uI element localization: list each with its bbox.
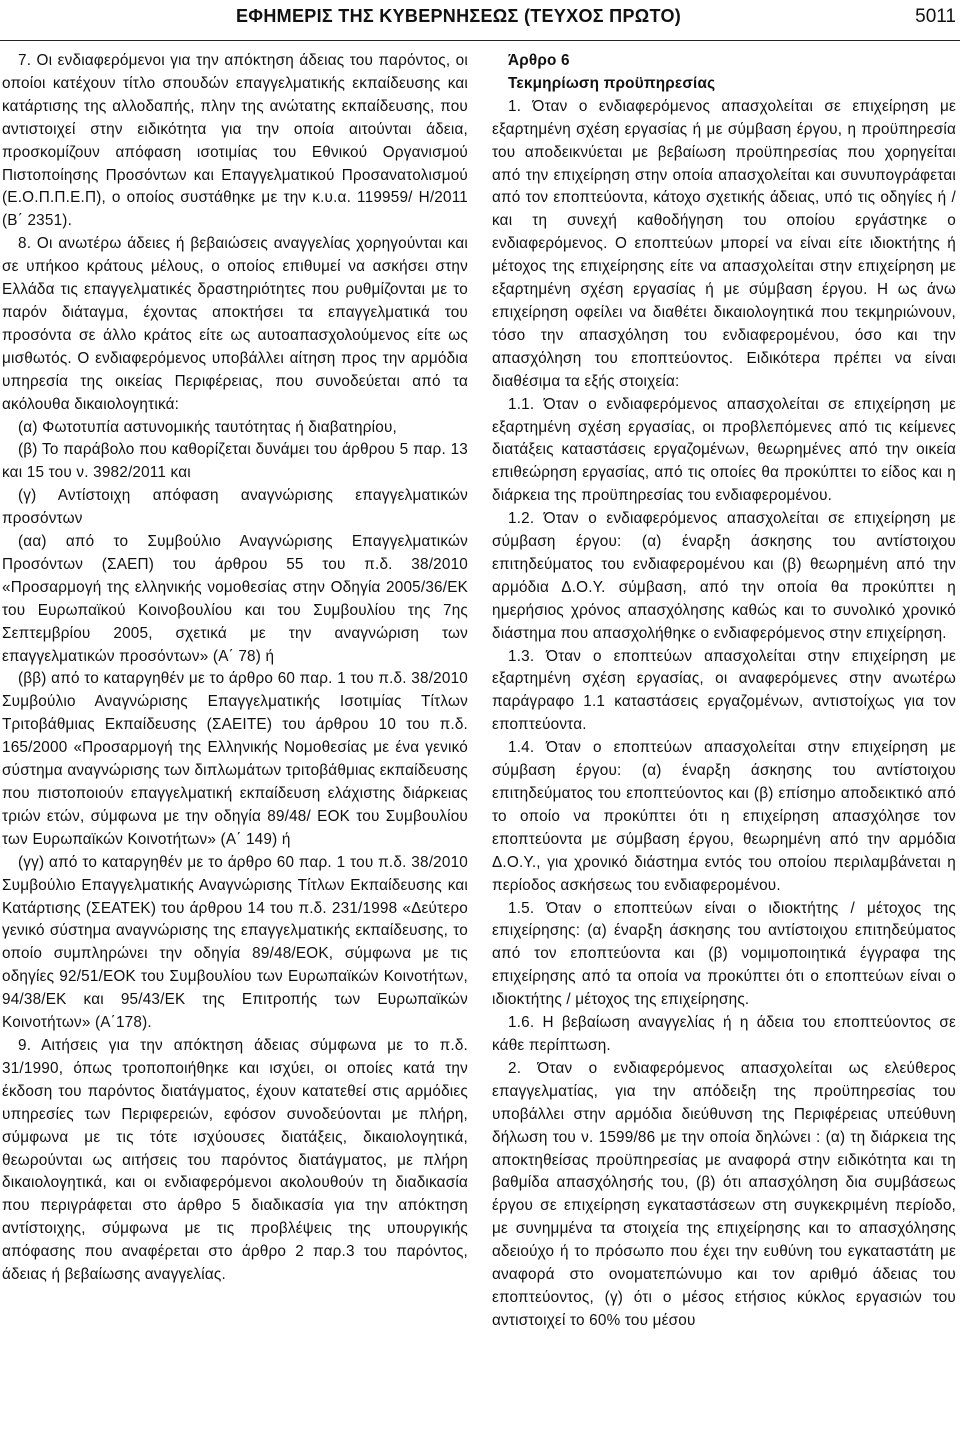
left-column	[2, 50, 468, 1287]
paragraph-1-4: 1.4. Όταν ο εποπτεύων απασχολείται στην επιχείρηση με σύμβαση έργου: (α) έναρξη άσκησης του αντίστοιχου επιτηδεύματος του εποπτεύοντος και (β) επίσημο αποδεικτικό από το οποίο να προκύπτει ότι η επιχείρηση απασχόλησε τον εποπτεύοντα με σύμβαση έργου, θεωρημένη από την αρμόδια Δ.Ο.Υ., για χρονικό διάστημα εντός του οποίου περιλαμβάνεται η περίοδος ασκήσεως του ενδιαφερομένου.	[492, 739, 956, 894]
item-aa: (αα) από το Συμβούλιο Αναγνώρισης Επαγγελματικών Προσόντων (ΣΑΕΠ) του άρθρου 55 του π.δ. 38/2010 «Προσαρμογή της ελληνικής νομοθεσίας στην Οδηγία 2005/36/ΕΚ του Ευρωπαϊκού Κοινοβουλίου και του Συμβουλίου της 7ης Σεπτεμβρίου 2005, σχετικά με την αναγνώριση των επαγγελματικών προσόντων» (Α΄ 78) ή	[2, 533, 468, 665]
paragraph-9: 9. Αιτήσεις για την απόκτηση άδειας σύμφωνα με το π.δ. 31/1990, όπως τροποποιήθηκε και ισχύει, οι οποίες κατά την έκδοση του παρόντος διατάγματος, έχουν κατατεθεί στις αρμόδιες υπηρεσίες των Περιφερειών, εφόσον συνοδεύονται με πλήρη, σύμφωνα με τις τότε ισχύουσες διατάξεις, δικαιολογητικά, θεωρούνται ως αιτήσεις του παρόντος διατάγματος, με πλήρη δικαιολογητικά, και οι ενδιαφερόμενοι ακολουθούν τη διαδικασία που περιγράφεται στο άρθρο 5 διαδικασία για την απόκτηση αντίστοιχης, σύμφωνα με τις προβλέψεις της υπουργικής απόφασης που αναφέρεται στο άρθρο 2 παρ.3 του παρόντος, άδειας ή βεβαίωσης αναγγελίας.	[2, 1036, 468, 1284]
article-title: Άρθρο 6	[508, 52, 570, 69]
paragraph-1-5: 1.5. Όταν ο εποπτεύων είναι ο ιδιοκτήτης / μέτοχος της επιχείρησης: (α) έναρξη άσκησης του αντίστοιχου επιτηδεύματος από τον εποπτεύοντα και (β) νομιμοποιητικά έγγραφα της επιχείρησης από τα οποία να προκύπτει ότι ο εποπτεύων είναι ο ιδιοκτήτης / μέτοχος της επιχείρησης.	[492, 899, 956, 1009]
right-column	[492, 50, 956, 1333]
paragraph-1-1: 1.1. Όταν ο ενδιαφερόμενος απασχολείται σε επιχείρηση με εξαρτημένη σχέση εργασίας, οι προβλεπόμενες από τις κείμενες διατάξεις καταστάσεις εργαζομένων, θεωρημένες από την οικεία επιθεώρηση εργασίας, από τις οποίες θα προκύπτει το είδος και η διάρκεια της προϋπηρεσίας του ενδιαφερομένου.	[492, 395, 956, 505]
item-cc: (γγ) από το καταργηθέν με το άρθρο 60 παρ. 1 του π.δ. 38/2010 Συμβούλιο Επαγγελματικής Αναγνώρισης Τίτλων Εκπαίδευσης και Κατάρτισης (ΣΕΑΤΕΚ) του άρθρου 14 του π.δ. 231/1998 «Δεύτερο γενικό σύστημα αναγνώρισης της επαγγελματικής εκπαίδευσης, το οποίο συμπληρώνει την οδηγία 89/48/ΕΟΚ, σύμφωνα με τις οδηγίες 92/51/ΕΟΚ του Συμβουλίου των Ευρωπαϊκών Κοινοτήτων, 94/38/ΕΚ και 95/43/ΕΚ της Επιτροπής των Ευρωπαϊκών Κοινοτήτων» (Α΄178).	[2, 853, 468, 1032]
page-number: 5011	[915, 6, 956, 27]
page-header	[0, 0, 960, 41]
item-a: (α) Φωτοτυπία αστυνομικής ταυτότητας ή διαβατηρίου,	[18, 418, 397, 436]
article-subtitle: Τεκμηρίωση προϋπηρεσίας	[508, 74, 716, 92]
paragraph-1-3: 1.3. Όταν ο εποπτεύων απασχολείται στην επιχείρηση με εξαρτημένη σχέση εργασίας, οι αναφερόμενες στην ανωτέρω παράγραφο 1.1 καταστάσεις εργαζομένων, αντιστοίχως για τον εποπτεύοντα.	[492, 647, 956, 734]
item-bb: (ββ) από το καταργηθέν με το άρθρο 60 παρ. 1 του π.δ. 38/2010 Συμβούλιο Αναγνώρισης Επαγγελματικής Ισοτιμίας Τίτλων Τριτοβάθμιας Εκπαίδευσης (ΣΑΕΙΤΕ) του άρθρου 10 του π.δ. 165/2000 «Προσαρμογή της Ελληνικής Νομοθεσίας με ένα γενικό σύστημα αναγνώρισης των διπλωμάτων τριτοβάθμιας εκπαίδευσης που πιστοποιούν επαγγελματική εκπαίδευση ελάχιστης διάρκειας τριών ετών, σύμφωνα με την οδηγία 89/48/ ΕΟΚ του Συμβουλίου των Ευρωπαϊκών Κοινοτήτων» (Α΄ 149) ή	[2, 670, 468, 848]
gazette-title: ΕΦΗΜΕΡΙΣ ΤΗΣ ΚΥΒΕΡΝΗΣΕΩΣ (ΤΕΥΧΟΣ ΠΡΩΤΟ)	[236, 6, 682, 26]
paragraph-7: 7. Οι ενδιαφερόμενοι για την απόκτηση άδειας του παρόντος, οι οποίοι κατέχουν τίτλο σπουδών επαγγελματικής εκπαίδευσης και κατάρτισης της αλλοδαπής, πλην της ανώτατης εκπαίδευσης, που αντιστοιχεί στην ειδικότητα για την οποία αιτούνται άδεια, προσκομίζουν απόφαση ισοτιμίας του Εθνικού Οργανισμού Πιστοποίησης Προσόντων και Επαγγελματικού Προσανατολισμού (Ε.Ο.Π.Π.Ε.Π), ο οποίος συστάθηκε με την κ.υ.α. 119959/ Η/2011 (Β΄ 2351).	[2, 52, 468, 230]
paragraph-1: 1. Όταν ο ενδιαφερόμενος απασχολείται σε επιχείρηση με εξαρτημένη σχέση εργασίας ή με σύμβαση έργου, η προϋπηρεσία του αποδεικνύεται με βεβαίωση προϋπηρεσίας που χορηγείται από την επιχείρηση στην οποία απασχολείται και συνυπογράφεται από τον εποπτεύοντα, κάτοχο σχετικής άδειας, υπό τις οδηγίες ή / και τη συνεχή καθοδήγηση του οποίου εργάστηκε ο ενδιαφερόμενος. Ο εποπτεύων μπορεί να είναι είτε ιδιοκτήτης ή μέτοχος της επιχείρησης είτε να απασχολείται στην επιχείρηση με εξαρτημένη σχέση εργασίας ή με σύμβαση έργου. Η ως άνω επιχείρηση οφείλει να διαθέτει δικαιολογητικά που τεκμηριώνουν, τόσο την απασχόληση του ενδιαφερομένου, όσο και την απασχόληση του εποπτεύοντος. Ειδικότερα πρέπει να είναι διαθέσιμα τα εξής στοιχεία:	[492, 97, 956, 390]
paragraph-2: 2. Όταν ο ενδιαφερόμενος απασχολείται ως ελεύθερος επαγγελματίας, για την απόδειξη της προϋπηρεσίας του υποβάλλει στην αρμόδια διεύθυνση της Περιφέρειας υπεύθυνη δήλωση του ν. 1599/86 με την οποία δηλώνει : (α) τη διάρκεια της αποκτηθείσας προϋπηρεσίας με αναφορά στην ειδικότητα και τη βαθμίδα απασχόλησής του, (β) ότι απασχόληση δια συμβάσεως έργου σε επιχείρηση εγκαταστάσεων στη συγκεκριμένη περίοδο, με συνημμένα τα στοιχεία της επιχείρησης και το απασχόλησης αδειούχο ή το πρόσωπο που έχει την ευθύνη του εγκαταστάτη με αναφορά στο ονοματεπώνυμο και τον αριθμό άδειας του εποπτεύοντος, (γ) ότι ο μέσος ετήσιος κύκλος εργασιών του αντιστοιχεί το 60% του μέσου	[492, 1059, 956, 1329]
paragraph-8: 8. Οι ανωτέρω άδειες ή βεβαιώσεις αναγγελίας χορηγούνται και σε υπήκοο κράτους μέλους, ο οποίος επιθυμεί να ασκήσει στην Ελλάδα τις επαγγελματικές δραστηριότητες που ρυθμίζονται με το παρόν διάταγμα, έχοντας αποκτήσει τα επαγγελματικά του προσόντα σε άλλο κράτος είτε ως αυτοαπασχολούμενος είτε ως μισθωτός. Ο ενδιαφερόμενος υποβάλλει αίτηση προς την αρμόδια υπηρεσία της οικείας Περιφέρειας, που συνοδεύεται από τα ακόλουθα δικαιολογητικά:	[2, 235, 468, 413]
paragraph-1-2: 1.2. Όταν ο ενδιαφερόμενος απασχολείται σε επιχείρηση με σύμβαση έργου: (α) έναρξη άσκησης του αντίστοιχου επιτηδεύματος του ενδιαφερομένου και (β) θεωρημένη από την αρμόδια Δ.Ο.Υ. σύμβαση, από την οποία θα προκύπτει η ημερήσιος χρόνος απασχόλησης καθώς και το συνολικό χρονικό διάστημα που απασχολήθηκε ο ενδιαφερόμενος στην επιχείρηση.	[492, 510, 956, 642]
item-b: (β) Το παράβολο που καθορίζεται δυνάμει του άρθρου 5 παρ. 13 και 15 του ν. 3982/2011 και	[2, 441, 468, 482]
paragraph-1-6: 1.6. Η βεβαίωση αναγγελίας ή η άδεια του εποπτεύοντος σε κάθε περίπτωση.	[492, 1014, 956, 1054]
item-c: (γ) Αντίστοιχη απόφαση αναγνώρισης επαγγελματικών προσόντων	[2, 487, 468, 528]
